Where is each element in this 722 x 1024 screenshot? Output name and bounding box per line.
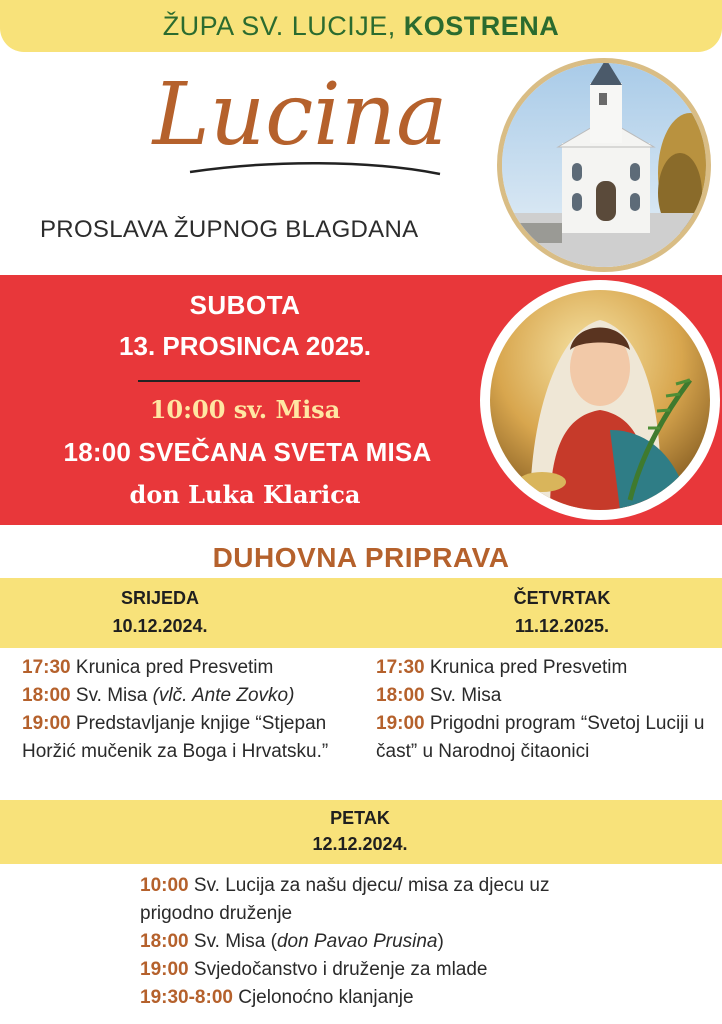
- list-item: 18:00 Sv. Misa: [376, 685, 502, 706]
- day-date-friday: 12.12.2024.: [312, 834, 408, 854]
- saint-icon: [490, 290, 710, 510]
- saint-lucy-painting: [490, 290, 710, 510]
- morning-mass: 10:00 sv. Misa: [149, 395, 341, 424]
- list-item: 19:00 Svjedočanstvo i druženje za mlade: [140, 959, 488, 980]
- day-name-wednesday: SRIJEDA: [120, 588, 200, 608]
- page-subtitle: PROSLAVA ŽUPNOG BLAGDANA: [40, 216, 419, 243]
- script-title: [150, 52, 450, 182]
- divider: [138, 380, 360, 382]
- event-date: 13. PROSINCA 2025.: [119, 331, 371, 361]
- wednesday-schedule: [22, 654, 362, 766]
- thursday-schedule: [376, 654, 716, 766]
- parish-place: KOSTRENA: [403, 10, 560, 41]
- day-date-wednesday: 10.12.2024.: [112, 616, 208, 636]
- preparation-title: DUHOVNA PRIPRAVA: [212, 542, 510, 573]
- parish-banner: [0, 0, 722, 52]
- list-item: 19:00 Prigodni program “Svetoj Luciji u čast” u Narodnoj čitaonici: [376, 713, 705, 762]
- parish-prefix: ŽUPA SV. LUCIJE,: [162, 10, 396, 41]
- solemn-mass: 18:00 SVEČANA SVETA MISA: [63, 437, 432, 467]
- church-icon: [502, 63, 706, 267]
- list-item: 19:00 Predstavljanje knjige “Stjepan Horžić mučenik za Boga i Hrvatsku.”: [22, 713, 329, 762]
- day-date-thursday: 11.12.2025.: [514, 616, 610, 636]
- day-name-friday: PETAK: [330, 808, 390, 828]
- list-item: 18:00 Sv. Misa (don Pavao Prusina): [140, 931, 444, 952]
- celebrant: don Luka Klarica: [129, 480, 361, 509]
- list-item: 17:30 Krunica pred Presvetim: [22, 657, 274, 678]
- script-title-text: Lucina: [152, 65, 448, 165]
- friday-schedule: [140, 872, 610, 1012]
- list-item: 18:00 Sv. Misa (vlč. Ante Zovko): [22, 685, 295, 706]
- list-item: 19:30-8:00 Cjelonoćno klanjanje: [140, 987, 414, 1008]
- event-day: SUBOTA: [189, 290, 301, 320]
- day-name-thursday: ČETVRTAK: [513, 588, 611, 608]
- church-photo: [497, 58, 711, 272]
- list-item: 17:30 Krunica pred Presvetim: [376, 657, 628, 678]
- list-item: 10:00 Sv. Lucija za našu djecu/ misa za djecu uz prigodno druženje: [140, 875, 550, 924]
